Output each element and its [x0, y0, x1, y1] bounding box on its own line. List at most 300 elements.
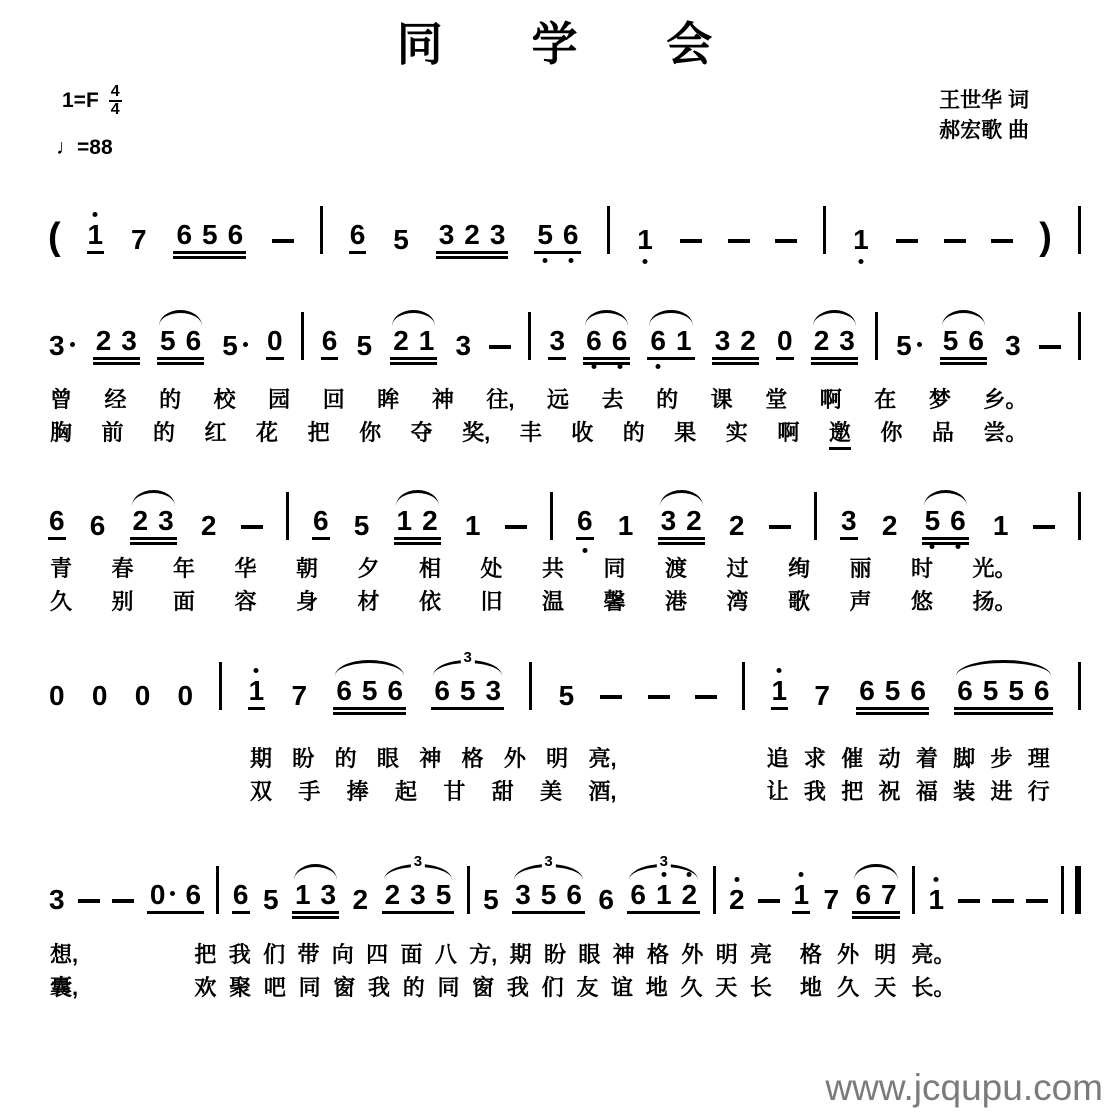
lyric-syllable: 声	[849, 589, 872, 614]
duration-dash	[600, 695, 622, 699]
lyric-syllable: 长。	[911, 975, 956, 1000]
beam-line	[712, 362, 759, 365]
lyric-syllable: 欢	[194, 975, 217, 1000]
lyrics-row-1	[0, 383, 1111, 416]
jianpu-note: 6	[910, 675, 926, 706]
jianpu-note: 5	[202, 219, 218, 250]
lyric-syllable: 旧	[480, 589, 503, 614]
jianpu-note: 1	[928, 886, 946, 914]
beamed-note-group	[712, 327, 759, 360]
jianpu-note: 3	[320, 879, 337, 910]
jianpu-note: 6	[185, 325, 202, 356]
tempo-marking: ♩=88	[56, 136, 113, 159]
lyric-syllable: 囊,	[49, 975, 79, 1000]
lyric-syllable: 奖,	[462, 420, 491, 445]
octave-dot-above-icon	[93, 212, 98, 217]
lyric-syllable: 窗	[333, 975, 356, 1000]
lyric-syllable: 眼	[376, 746, 399, 771]
lyric-syllable: 容	[234, 589, 257, 614]
lyric-syllable: 年	[172, 556, 195, 581]
lyric-syllable: 的	[656, 387, 679, 412]
jianpu-note: 7	[130, 224, 147, 255]
duration-dash	[272, 239, 294, 243]
jianpu-note: 0	[91, 680, 108, 711]
duration-dash	[505, 525, 527, 529]
score-line-4	[48, 649, 1081, 711]
lyric-syllable: 经	[104, 387, 127, 412]
lyric-syllable: 聚	[229, 975, 252, 1000]
lyric-syllable: 长	[749, 975, 772, 1000]
parenthesis: (	[48, 215, 61, 258]
lyric-syllable: 品	[931, 420, 954, 445]
beamed-note-group	[658, 507, 705, 540]
lyric-syllable: 美	[540, 779, 563, 804]
jianpu-note: 3	[1005, 330, 1021, 361]
barline	[823, 206, 826, 254]
final-barline	[1061, 866, 1081, 914]
beam-line	[93, 362, 140, 365]
lyric-syllable: 盼	[292, 746, 315, 771]
lyric-syllable: 着	[915, 746, 938, 771]
jianpu-note: 5	[558, 680, 575, 711]
barline	[1078, 312, 1081, 360]
time-signature	[109, 84, 122, 118]
duration-dash	[1033, 525, 1055, 529]
composer-credit: 郝宏歌 曲	[939, 119, 1029, 143]
score-line-2	[48, 302, 1081, 360]
score-line-5	[48, 853, 1081, 915]
lyric-syllable: 想,	[49, 942, 79, 967]
lyric-syllable: 亮	[750, 942, 773, 967]
lyric-syllable: 同	[437, 975, 460, 1000]
beam-line	[940, 357, 987, 360]
lyric-syllable: 神	[612, 942, 635, 967]
lyric-syllable: 过	[726, 556, 749, 581]
lyrics-segment	[50, 971, 94, 1002]
lyric-syllable: 园	[268, 387, 291, 412]
lyric-syllable: 甜	[491, 779, 514, 804]
lyric-syllable: 格	[461, 746, 484, 771]
lyric-syllable: 久	[837, 975, 860, 1000]
beamed-note-group	[431, 649, 504, 710]
lyric-syllable: 渡	[664, 556, 687, 581]
lyrics-segment	[194, 971, 772, 1002]
beam-line	[130, 542, 177, 545]
jianpu-note: 2	[200, 510, 217, 541]
lyric-syllable: 求	[803, 746, 826, 771]
jianpu-note: 6	[968, 325, 984, 356]
jianpu-note: 6	[89, 510, 106, 541]
lyric-syllable: 你	[880, 420, 903, 445]
lyric-syllable: 地	[645, 975, 668, 1000]
jianpu-note: 3	[121, 325, 137, 356]
lyric-syllable: 八	[434, 942, 457, 967]
lyric-syllable: 友	[576, 975, 599, 1000]
beam-line	[130, 537, 177, 540]
jianpu-note: 1	[655, 881, 673, 909]
lyric-syllable: 梦	[928, 387, 951, 412]
lyric-syllable: 丰	[519, 420, 542, 445]
lyric-syllable: 丽	[849, 556, 872, 581]
lyric-syllable: 时	[910, 556, 933, 581]
beam-line	[954, 712, 1052, 715]
lyric-syllable: 回	[322, 387, 345, 412]
credits	[939, 86, 1029, 147]
lyrics-segment	[50, 585, 1017, 616]
jianpu-note: 3	[455, 330, 472, 361]
duration-dash	[769, 525, 791, 529]
duration-dash	[991, 239, 1013, 243]
lyrics-row-2	[0, 585, 1111, 618]
beam-line	[292, 916, 339, 919]
jianpu-note: 6	[176, 219, 193, 250]
octave-dot-above-icon	[254, 668, 259, 673]
barline	[529, 662, 532, 710]
jianpu-note: 3	[714, 325, 731, 356]
lyric-syllable: 追	[766, 746, 789, 771]
augmentation-dot-icon	[917, 342, 922, 347]
barline	[301, 312, 304, 360]
jianpu-note: 2	[686, 505, 702, 536]
slur-arc-icon	[813, 310, 856, 326]
triplet-number: 3	[657, 854, 671, 869]
jianpu-note: 5	[459, 675, 476, 706]
jianpu-note: 1	[852, 226, 870, 254]
jianpu-note: 0	[266, 327, 284, 360]
octave-dot-below-icon	[656, 364, 661, 369]
beam-line	[627, 911, 700, 914]
lyric-syllable: 把	[307, 420, 330, 445]
jianpu-note: 2	[681, 881, 699, 909]
jianpu-note: 6	[566, 879, 582, 910]
barline	[320, 206, 323, 254]
jianpu-note: 3	[49, 884, 65, 915]
lyrics-segment	[767, 742, 1050, 773]
lyric-syllable: 窗	[472, 975, 495, 1000]
beamed-note-group	[130, 507, 177, 540]
lyric-syllable: 实	[725, 420, 748, 445]
slur-arc-icon	[396, 490, 439, 506]
beamed-note-group	[940, 327, 987, 360]
jianpu-note: 1	[992, 510, 1009, 541]
beam-line	[431, 707, 504, 710]
lyric-syllable: 在	[874, 387, 897, 412]
jianpu-note: 5	[356, 330, 373, 361]
duration-dash	[241, 525, 263, 529]
jianpu-note: 6	[585, 327, 603, 355]
beam-line	[852, 911, 899, 914]
duration-dash	[728, 239, 750, 243]
lyrics-block-1	[0, 383, 1111, 449]
triplet-number: 3	[461, 650, 475, 665]
lyrics-segment	[50, 938, 94, 969]
beam-line	[922, 542, 969, 545]
jianpu-note: 5	[884, 675, 901, 706]
beam-line	[173, 256, 246, 259]
beamed-note-group	[954, 677, 1052, 710]
jianpu-note: 2	[728, 886, 746, 914]
beamed-note-group	[512, 853, 585, 914]
beam-line	[647, 357, 694, 360]
lyric-syllable: 尝。	[983, 420, 1028, 445]
jianpu-note: 5	[924, 507, 942, 535]
lyric-syllable: 盼	[543, 942, 566, 967]
jianpu-note: 5	[262, 884, 279, 915]
beam-line	[394, 537, 441, 540]
jianpu-note: 6	[336, 675, 352, 706]
barline	[219, 662, 222, 710]
lyric-syllable: 行	[1027, 779, 1050, 804]
jianpu-note: 5	[393, 224, 409, 255]
jianpu-note: 3	[410, 879, 426, 910]
jianpu-note: 1	[87, 221, 105, 254]
lyric-syllable: 格	[647, 942, 670, 967]
jianpu-note: 0	[134, 680, 151, 711]
jianpu-note: 6	[957, 675, 973, 706]
lyric-syllable: 催	[841, 746, 864, 771]
jianpu-note: 1	[248, 677, 266, 710]
jianpu-note: 1	[396, 505, 413, 536]
lyric-syllable: 扬。	[972, 589, 1017, 614]
lyrics-row-1	[0, 742, 1111, 775]
augmentation-dot-icon	[170, 891, 175, 896]
lyric-syllable: 身	[295, 589, 318, 614]
jianpu-note: 6	[312, 507, 330, 540]
lyrics-row-1	[0, 938, 1111, 971]
lyric-syllable: 夺	[410, 420, 433, 445]
lyrics-segment	[800, 938, 956, 969]
octave-dot-above-icon	[934, 877, 939, 882]
beam-line	[954, 707, 1052, 710]
slur-arc-icon	[132, 490, 175, 506]
slur-arc-icon	[585, 310, 628, 326]
lyric-syllable: 明	[715, 942, 738, 967]
lyric-syllable: 我	[228, 942, 251, 967]
octave-dot-below-icon	[568, 258, 573, 263]
jianpu-note: 3	[515, 879, 531, 910]
jianpu-note: 2	[95, 325, 112, 356]
jianpu-note: 5	[435, 879, 452, 910]
beam-line	[852, 916, 899, 919]
beamed-note-group	[147, 881, 204, 914]
jianpu-note: 3	[438, 219, 455, 250]
lyric-syllable: 别	[111, 589, 134, 614]
lyric-syllable: 同	[298, 975, 321, 1000]
beam-line	[157, 362, 204, 365]
beamed-note-group	[856, 677, 929, 710]
lyric-syllable: 去	[601, 387, 624, 412]
time-signature-denominator: 4	[110, 101, 120, 118]
beamed-note-group	[173, 221, 246, 254]
lyric-syllable: 眼	[578, 942, 601, 967]
lyric-syllable: 装	[953, 779, 976, 804]
octave-dot-above-icon	[799, 872, 804, 877]
lyric-syllable: 处	[480, 556, 503, 581]
jianpu-note: 5	[942, 325, 959, 356]
beam-line	[292, 911, 339, 914]
lyric-syllable: 四	[366, 942, 389, 967]
lyric-syllable: 相	[418, 556, 441, 581]
lyric-syllable: 我	[368, 975, 391, 1000]
barline	[607, 206, 610, 254]
jianpu-note: 2	[384, 879, 401, 910]
lyric-syllable: 方,	[469, 942, 498, 967]
jianpu-note: 3	[548, 327, 566, 360]
lyric-syllable: 天	[715, 975, 738, 1000]
slur-arc-icon	[392, 310, 435, 326]
beamed-note-group	[394, 507, 441, 540]
beam-line	[93, 357, 140, 360]
jianpu-note: 1	[294, 879, 311, 910]
jianpu-note: 3	[48, 332, 76, 360]
lyric-syllable: 夕	[357, 556, 380, 581]
jianpu-note: 3	[485, 675, 502, 706]
octave-dot-below-icon	[858, 259, 863, 264]
lyric-syllable: 收	[571, 420, 594, 445]
beam-line	[390, 357, 437, 360]
lyric-syllable: 材	[357, 589, 380, 614]
lyric-syllable: 明	[874, 942, 897, 967]
lyrics-block-4	[0, 938, 1111, 1004]
lyrics-row-2	[0, 775, 1111, 808]
lyrics-segment	[50, 552, 1017, 583]
barline	[1078, 206, 1081, 254]
score-line-3	[48, 482, 1081, 540]
lyric-syllable: 往,	[486, 387, 515, 412]
jianpu-note: 7	[823, 884, 840, 915]
lyric-syllable: 明	[546, 746, 569, 771]
lyric-syllable: 祝	[878, 779, 901, 804]
jianpu-note: 0	[149, 881, 177, 909]
duration-dash	[489, 345, 511, 349]
lyric-syllable: 港	[664, 589, 687, 614]
slur-arc-icon	[649, 310, 692, 326]
jianpu-note: 6	[611, 327, 629, 355]
beam-line	[712, 357, 759, 360]
lyric-syllable: 亮,	[588, 746, 617, 771]
slur-arc-icon	[942, 310, 985, 326]
jianpu-note: 2	[422, 505, 438, 536]
jianpu-note: 5	[361, 675, 378, 706]
lyric-syllable: 的	[402, 975, 425, 1000]
duration-dash	[775, 239, 797, 243]
jianpu-note: 3	[840, 507, 858, 540]
jianpu-note: 6	[859, 675, 875, 706]
key-signature-text: 1=F	[62, 89, 99, 112]
barline	[286, 492, 289, 540]
jianpu-note: 6	[227, 219, 244, 250]
lyric-syllable: 手	[298, 779, 321, 804]
beam-line	[157, 357, 204, 360]
beamed-note-group	[627, 853, 700, 914]
jianpu-note: 6	[649, 327, 667, 355]
lyric-syllable: 华	[234, 556, 257, 581]
lyric-syllable: 双	[249, 779, 272, 804]
jianpu-note: 1	[792, 881, 810, 914]
jianpu-note: 3	[158, 505, 174, 536]
jianpu-note: 1	[464, 510, 481, 541]
octave-dot-above-icon	[777, 668, 782, 673]
beamed-note-group	[583, 327, 630, 360]
barline	[216, 866, 219, 914]
lyrics-row-2	[0, 416, 1111, 449]
jianpu-note: 3	[660, 505, 677, 536]
triplet-number: 3	[541, 854, 555, 869]
lyric-syllable: 动	[878, 746, 901, 771]
jianpu-note: 5	[895, 332, 923, 360]
jianpu-note: 5	[982, 675, 999, 706]
lyric-syllable: 地	[799, 975, 822, 1000]
lyric-syllable: 的	[159, 387, 182, 412]
slur-arc-icon	[335, 660, 404, 676]
lyric-syllable: 你	[359, 420, 382, 445]
lyric-syllable: 面	[172, 589, 195, 614]
beam-line	[583, 362, 630, 365]
barline	[713, 866, 716, 914]
lyric-syllable: 步	[990, 746, 1013, 771]
lyric-syllable: 依	[418, 589, 441, 614]
lyric-syllable: 捧	[346, 779, 369, 804]
duration-dash	[695, 695, 717, 699]
jianpu-note: 6	[48, 507, 66, 540]
lyric-syllable: 把	[194, 942, 217, 967]
beam-line	[390, 362, 437, 365]
duration-dash	[112, 899, 134, 903]
jianpu-note: 2	[728, 510, 745, 541]
lyric-syllable: 共	[541, 556, 564, 581]
lyric-syllable: 我	[506, 975, 529, 1000]
beam-line	[436, 256, 509, 259]
jianpu-note: 2	[132, 505, 149, 536]
lyric-syllable: 福	[915, 779, 938, 804]
beamed-note-group	[922, 507, 969, 540]
jianpu-note: 0	[177, 680, 194, 711]
lyric-syllable: 馨	[603, 589, 626, 614]
slur-arc-icon	[159, 310, 202, 326]
beam-line	[940, 362, 987, 365]
duration-dash	[758, 899, 780, 903]
jianpu-note: 0	[49, 680, 65, 711]
octave-dot-below-icon	[643, 259, 648, 264]
barline	[550, 492, 553, 540]
lyric-syllable: 进	[990, 779, 1013, 804]
lyric-syllable: 红	[204, 420, 227, 445]
jianpu-note: 6	[576, 507, 594, 540]
beam-line	[147, 911, 204, 914]
lyric-syllable: 乡。	[983, 387, 1028, 412]
jianpu-note: 5	[353, 510, 370, 541]
octave-dot-below-icon	[543, 258, 548, 263]
lyric-syllable: 面	[400, 942, 423, 967]
lyric-syllable: 甘	[443, 779, 466, 804]
duration-dash	[958, 899, 980, 903]
jianpu-note: 7	[814, 680, 830, 711]
lyric-syllable: 向	[331, 942, 354, 967]
duration-dash	[992, 899, 1014, 903]
jianpu-note: 3	[839, 325, 855, 356]
duration-dash	[680, 239, 702, 243]
lyric-syllable: 让	[766, 779, 789, 804]
lyric-syllable: 邀	[829, 416, 851, 450]
lyric-syllable: 春	[111, 556, 134, 581]
jianpu-note: 6	[1033, 675, 1050, 706]
beam-line	[811, 357, 858, 360]
lyric-syllable: 酒,	[588, 779, 617, 804]
barline	[1078, 662, 1081, 710]
lyric-syllable: 带	[297, 942, 320, 967]
lyric-syllable: 久	[680, 975, 703, 1000]
jianpu-note: 2	[464, 219, 480, 250]
